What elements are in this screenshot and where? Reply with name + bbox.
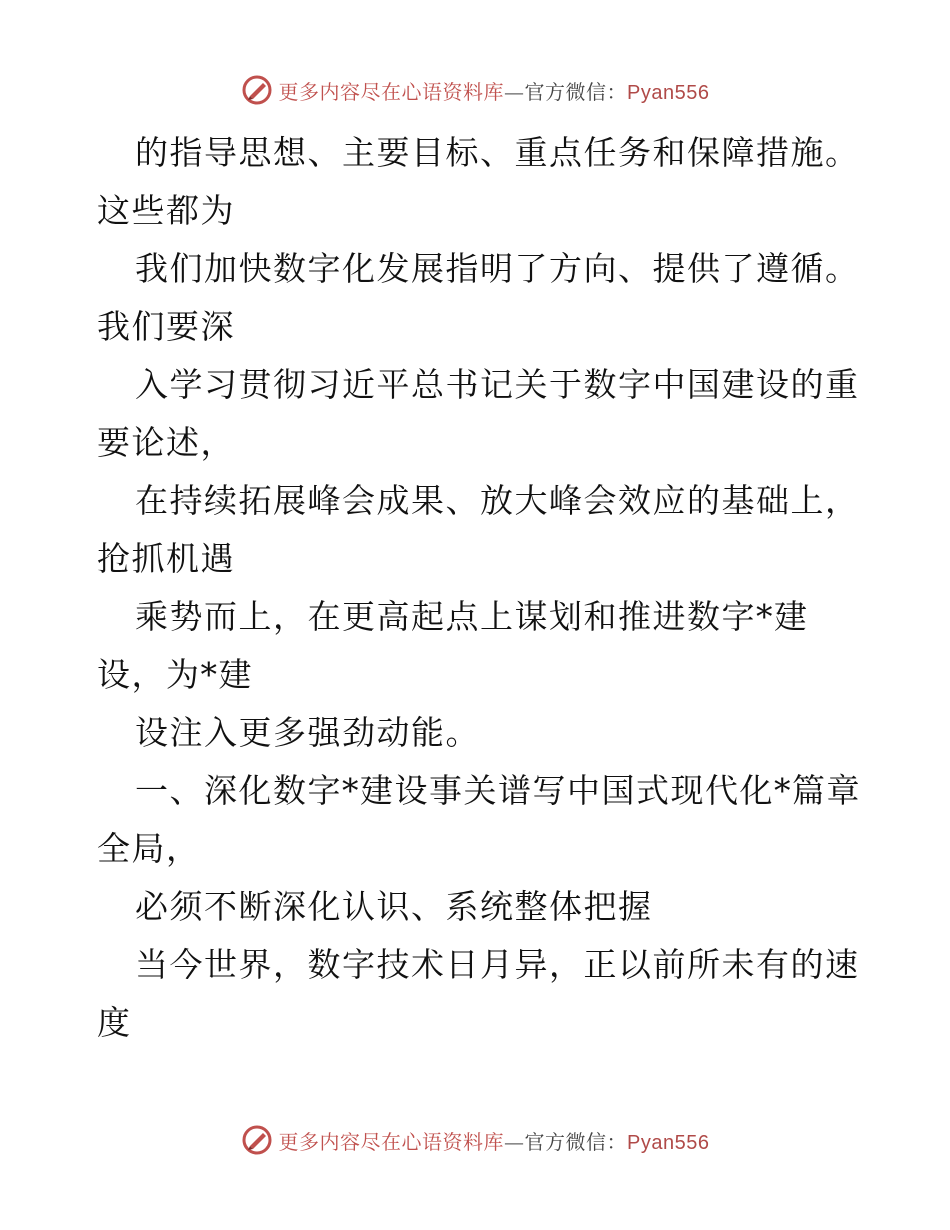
brand-logo-icon bbox=[241, 74, 273, 106]
body-line: 设，为*建 bbox=[97, 655, 253, 694]
body-line: 在持续拓展峰会成果、放大峰会效应的基础上， bbox=[135, 481, 860, 520]
body-line: 设注入更多强劲动能。 bbox=[135, 713, 480, 752]
footer-watermark-banner bbox=[0, 1120, 950, 1160]
banner-dash: — bbox=[504, 1129, 525, 1154]
banner-wechat-id: Pyan556 bbox=[627, 81, 710, 104]
body-line: 我们要深 bbox=[97, 307, 235, 346]
body-line: 当今世界，数字技术日月异，正以前所未有的速 bbox=[135, 945, 860, 984]
banner-wechat-label: 官方微信： bbox=[524, 79, 628, 104]
banner-text bbox=[279, 1126, 710, 1155]
body-line: 的指导思想、主要目标、重点任务和保障措施。 bbox=[135, 133, 860, 172]
banner-dash: — bbox=[504, 79, 525, 104]
banner-text bbox=[279, 76, 710, 105]
banner-brand-text: 更多内容尽在心语资料库 bbox=[278, 1129, 505, 1154]
banner-wechat-id: Pyan556 bbox=[627, 1131, 710, 1154]
banner-brand-text: 更多内容尽在心语资料库 bbox=[278, 79, 505, 104]
body-line: 我们加快数字化发展指明了方向、提供了遵循。 bbox=[135, 249, 860, 288]
banner-wechat-label: 官方微信： bbox=[524, 1129, 628, 1154]
body-line: 一、深化数字*建设事关谱写中国式现代化*篇章 bbox=[135, 771, 861, 810]
body-line: 度 bbox=[97, 1003, 132, 1042]
brand-logo-icon bbox=[241, 1124, 273, 1156]
body-line: 这些都为 bbox=[97, 191, 235, 230]
body-line: 全局， bbox=[97, 829, 201, 868]
body-line: 要论述， bbox=[97, 423, 235, 462]
body-line: 必须不断深化认识、系统整体把握 bbox=[135, 887, 653, 926]
body-line: 乘势而上，在更高起点上谋划和推进数字*建 bbox=[135, 597, 809, 636]
body-line: 抢抓机遇 bbox=[97, 539, 235, 578]
header-watermark-banner bbox=[0, 70, 950, 110]
document-body bbox=[97, 124, 861, 1052]
body-line: 入学习贯彻习近平总书记关于数字中国建设的重 bbox=[135, 365, 860, 404]
